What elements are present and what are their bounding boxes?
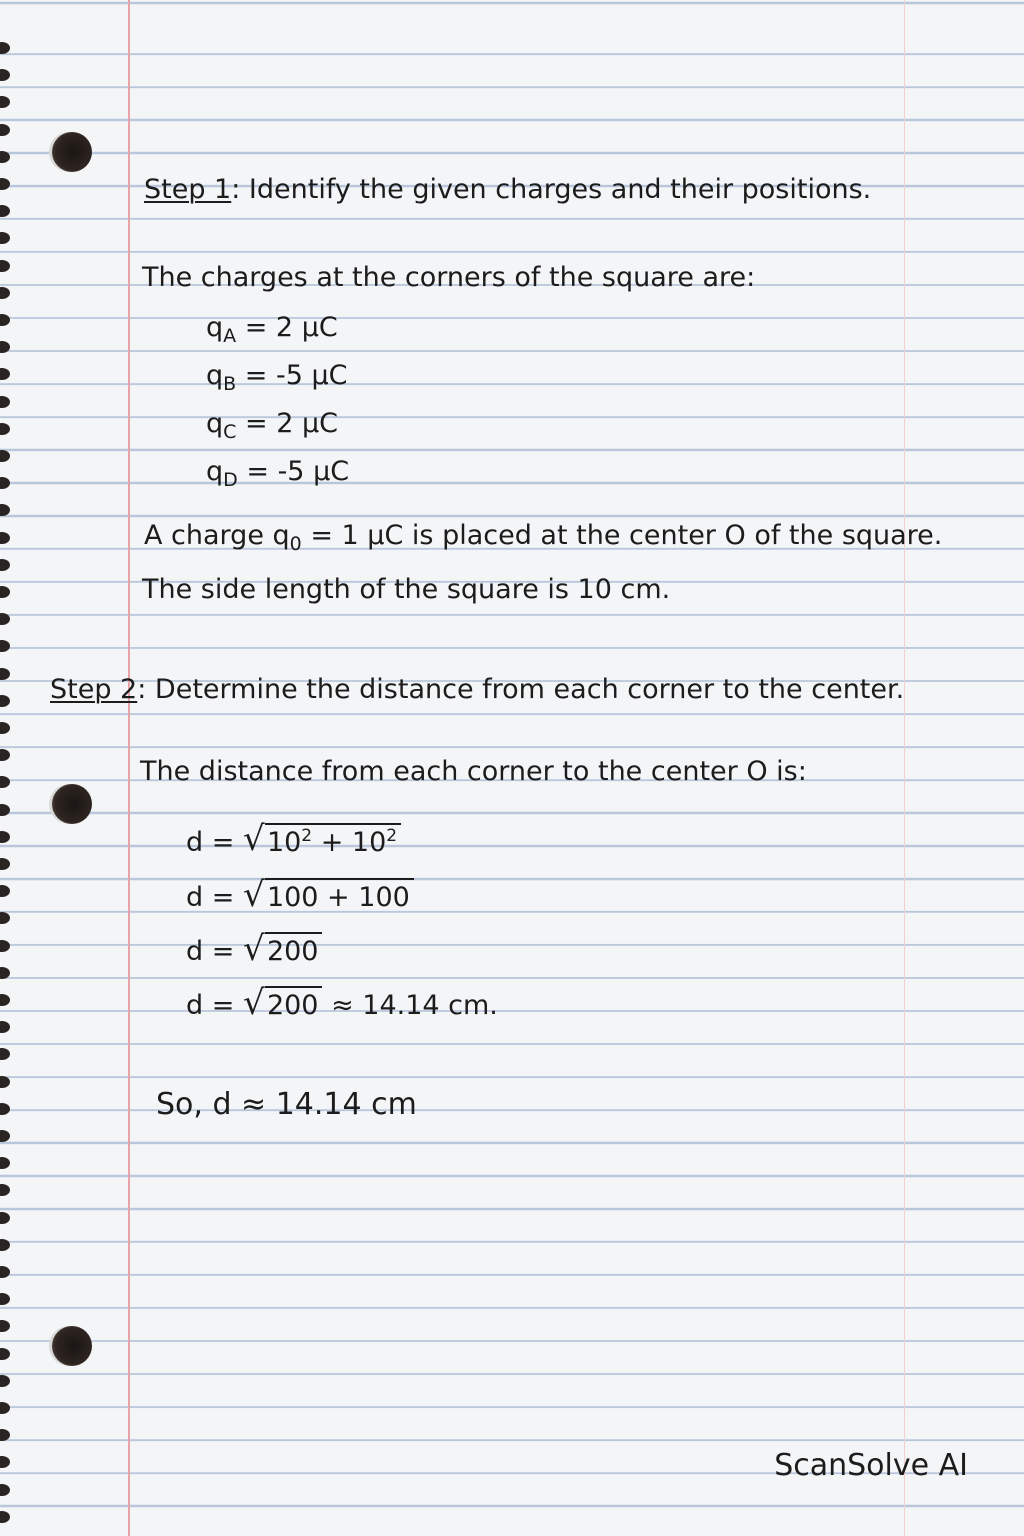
spiral-hole — [0, 1511, 10, 1523]
charge-qd: $q_D = -5$ μC — [206, 456, 350, 491]
spiral-hole — [0, 124, 10, 136]
spiral-hole — [0, 1076, 10, 1088]
spiral-hole — [0, 42, 10, 54]
spiral-hole — [0, 749, 10, 761]
spiral-hole — [0, 1157, 10, 1169]
charge-qc: $q_C = 2$ μC — [206, 408, 339, 443]
spiral-hole — [0, 640, 10, 652]
step2-heading — [50, 676, 904, 703]
sqrt-expression: √ 100 + 100 — [243, 884, 414, 911]
spiral-hole — [0, 260, 10, 272]
spiral-hole — [0, 151, 10, 163]
punch-hole-top — [52, 132, 92, 172]
spiral-hole — [0, 858, 10, 870]
spiral-hole — [0, 423, 10, 435]
spiral-hole — [0, 831, 10, 843]
spiral-hole — [0, 1348, 10, 1360]
spiral-hole — [0, 613, 10, 625]
spiral-hole — [0, 668, 10, 680]
spiral-hole — [0, 722, 10, 734]
spiral-hole — [0, 912, 10, 924]
spiral-hole — [0, 695, 10, 707]
spiral-hole — [0, 1103, 10, 1115]
spiral-hole — [0, 1212, 10, 1224]
spiral-hole — [0, 178, 10, 190]
sqrt-expression: √ 200 — [243, 992, 323, 1019]
distance-equation-3: d = √ 200 — [186, 938, 322, 965]
punch-hole-bottom — [52, 1326, 92, 1366]
step2-intro: The distance from each corner to the center O is: — [140, 756, 807, 787]
step1-heading — [144, 176, 871, 203]
sqrt-expression: √ 200 — [243, 938, 323, 965]
spiral-hole — [0, 1266, 10, 1278]
spiral-hole — [0, 885, 10, 897]
spiral-hole — [0, 940, 10, 952]
conclusion-line: So, d ≈ 14.14 cm — [156, 1087, 417, 1122]
spiral-hole — [0, 314, 10, 326]
spiral-hole — [0, 232, 10, 244]
spiral-hole — [0, 396, 10, 408]
spiral-hole — [0, 967, 10, 979]
step1-label: Step 1 — [144, 174, 232, 205]
spiral-hole — [0, 1456, 10, 1468]
distance-equation-4: d = √ 200 ≈ 14.14 cm. — [186, 983, 498, 1023]
distance-equation-2: d = √ 100 + 100 — [186, 884, 414, 911]
step2-label: Step 2 — [50, 674, 138, 705]
spiral-hole — [0, 586, 10, 598]
spiral-hole — [0, 205, 10, 217]
center-charge-line: A charge $q_0 = 1$ μC is placed at the center O of the square. — [144, 520, 943, 555]
step1-title: : Identify the given charges and their positions. — [231, 174, 872, 205]
charge-qa: $q_A = 2$ μC — [206, 312, 338, 347]
spiral-hole — [0, 559, 10, 571]
spiral-hole — [0, 477, 10, 489]
step1-intro: The charges at the corners of the square are: — [142, 262, 756, 293]
spiral-hole — [0, 804, 10, 816]
red-margin-line — [128, 0, 130, 1536]
spiral-hole — [0, 1484, 10, 1496]
spiral-hole — [0, 69, 10, 81]
spiral-hole — [0, 504, 10, 516]
step2-title: : Determine the distance from each corner to the center. — [137, 674, 905, 705]
spiral-hole — [0, 450, 10, 462]
brand-watermark: ScanSolve AI — [774, 1448, 968, 1483]
spiral-hole — [0, 1402, 10, 1414]
spiral-hole — [0, 1320, 10, 1332]
spiral-hole — [0, 1239, 10, 1251]
spiral-hole — [0, 1184, 10, 1196]
spiral-hole — [0, 1293, 10, 1305]
distance-equation-1: d = √ $10^2 + 10^2$ — [186, 828, 401, 856]
spiral-hole — [0, 368, 10, 380]
spiral-hole — [0, 341, 10, 353]
side-length-line: The side length of the square is 10 cm. — [142, 574, 671, 605]
spiral-hole — [0, 1375, 10, 1387]
spiral-hole — [0, 532, 10, 544]
sqrt-expression: √ $10^2 + 10^2$ — [243, 828, 401, 856]
spiral-hole — [0, 776, 10, 788]
spiral-hole — [0, 287, 10, 299]
spiral-hole — [0, 1048, 10, 1060]
spiral-hole — [0, 1130, 10, 1142]
spiral-hole — [0, 1429, 10, 1441]
spiral-hole — [0, 994, 10, 1006]
spiral-hole — [0, 1021, 10, 1033]
faint-right-margin-line — [904, 0, 905, 1536]
spiral-hole — [0, 96, 10, 108]
punch-hole-middle — [52, 784, 92, 824]
charge-qb: $q_B = -5$ μC — [206, 360, 348, 395]
